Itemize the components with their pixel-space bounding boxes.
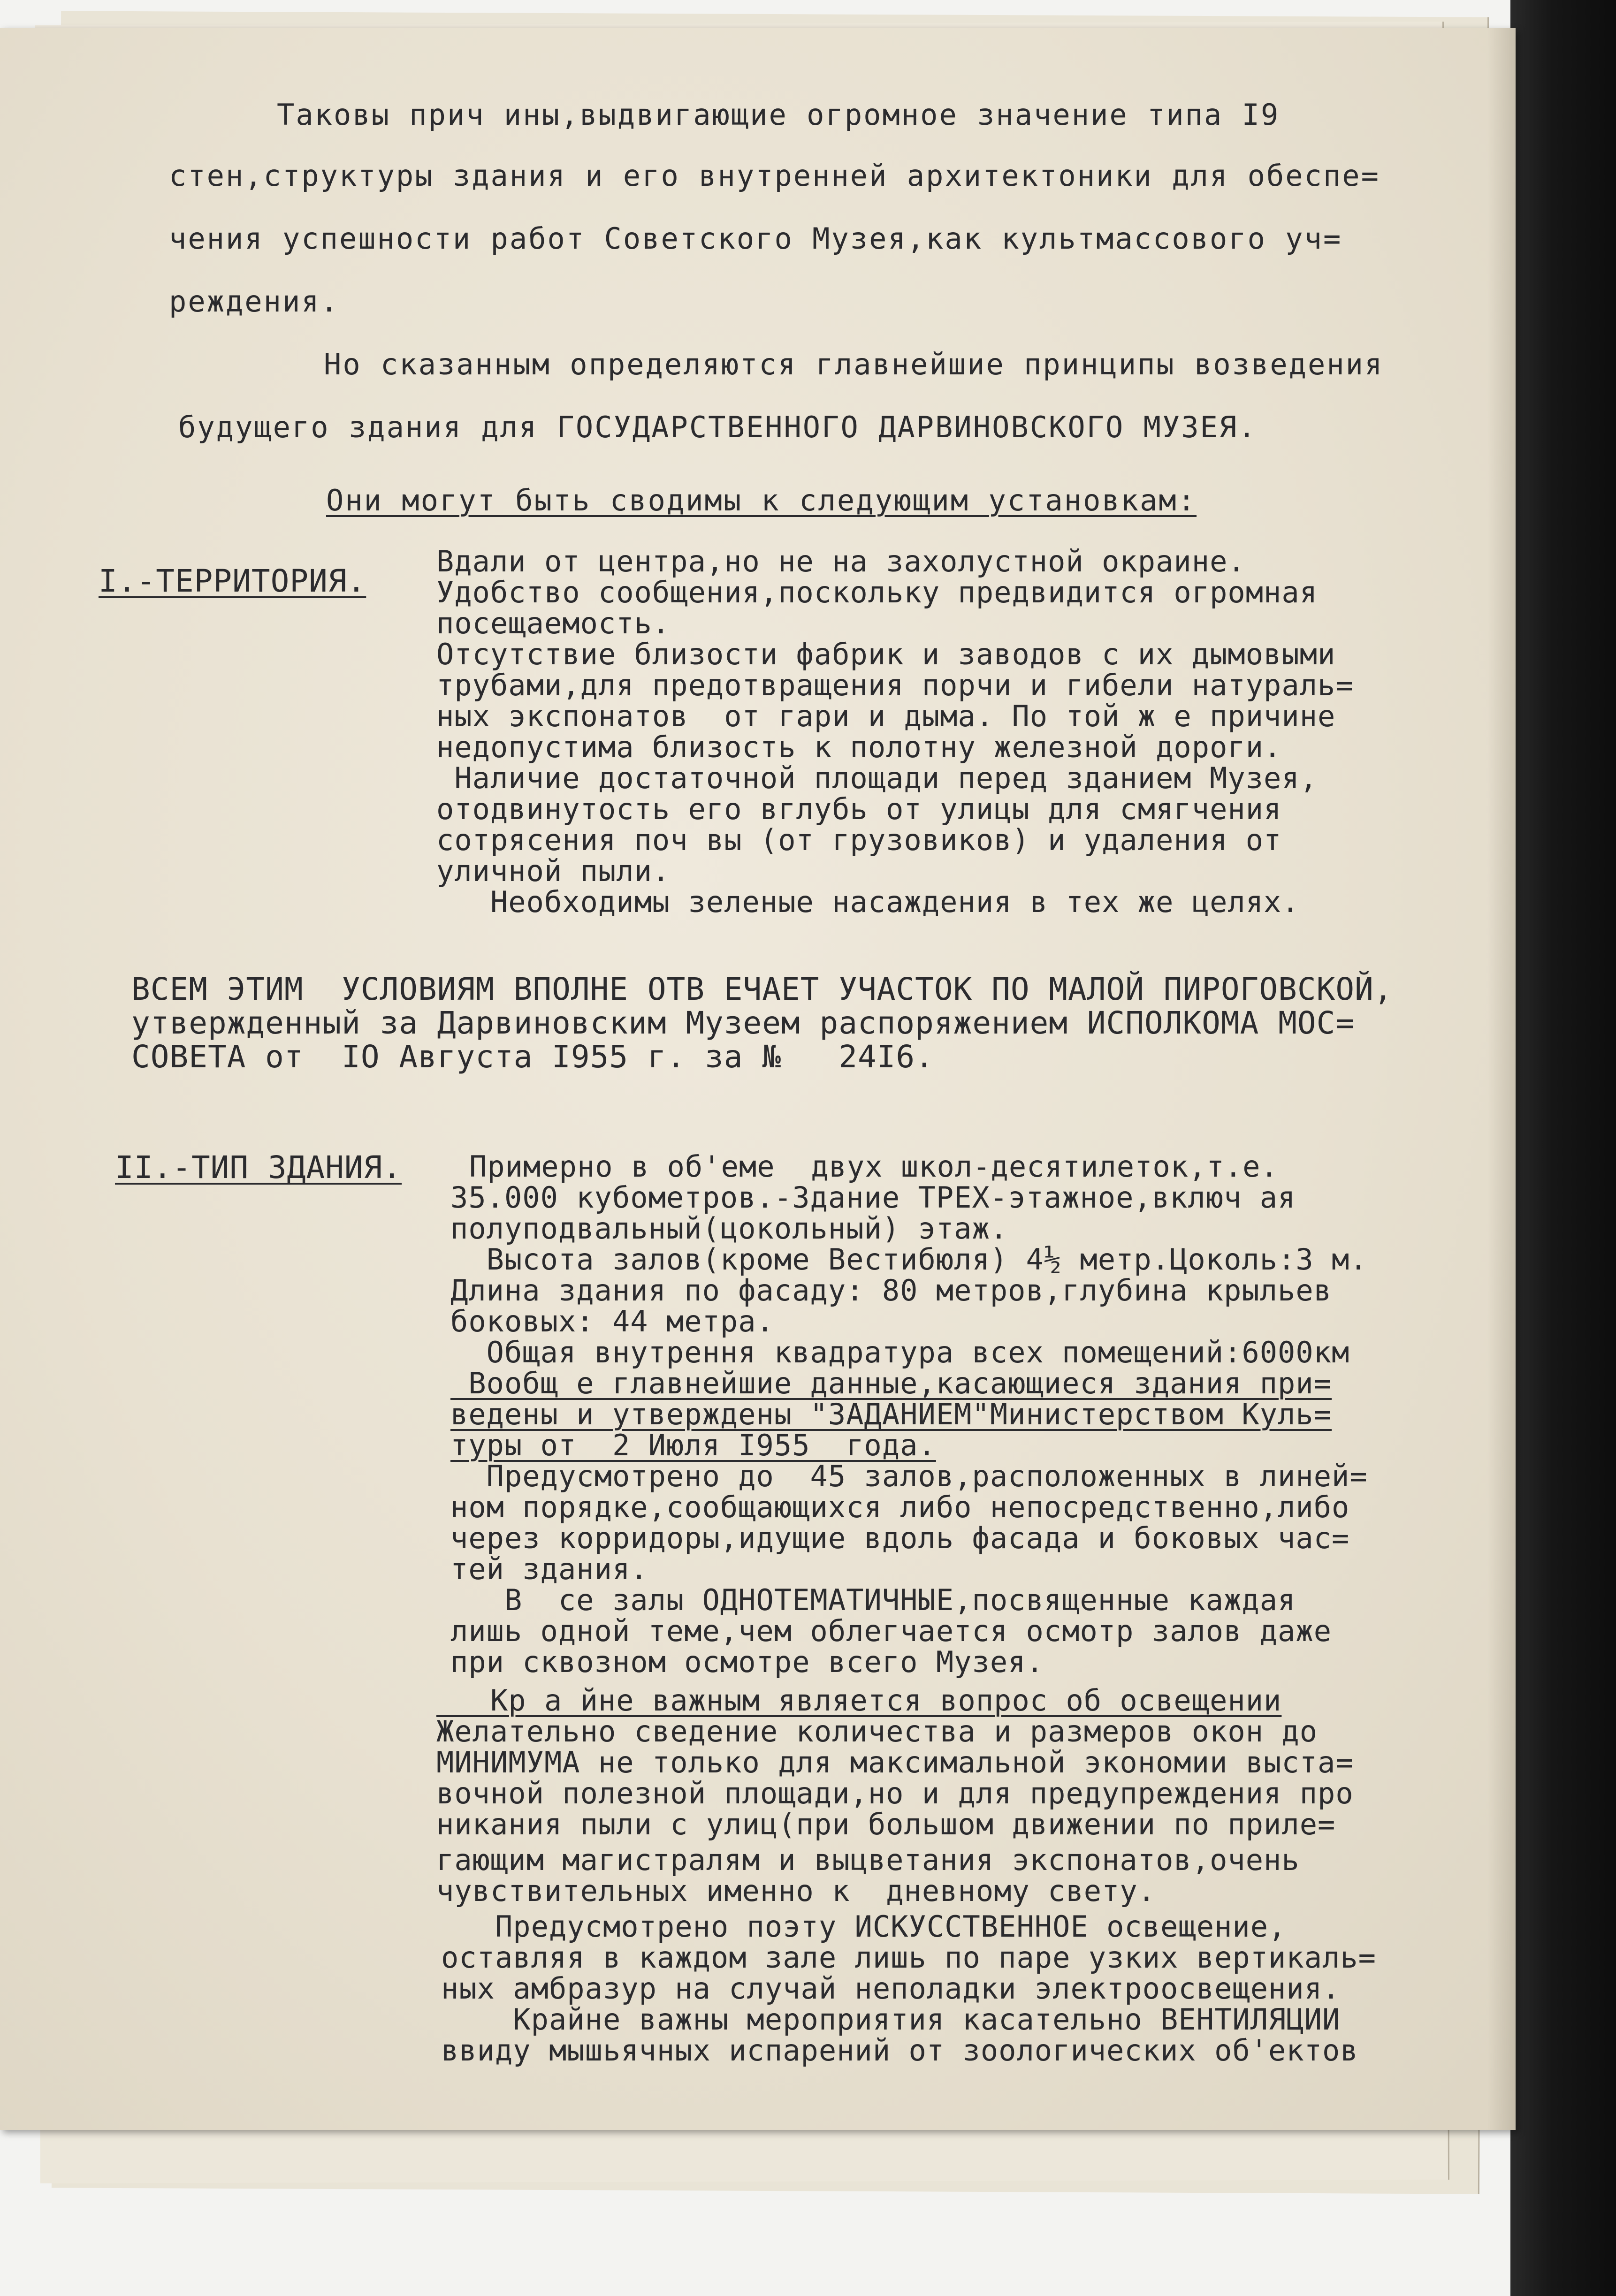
- page-fold-shadow: [1487, 28, 1516, 2130]
- building-line: тей здания.: [450, 1552, 648, 1586]
- intro-line: чения успешности работ Советского Музея,как культмассового уч=: [169, 221, 1342, 256]
- building-line: Общая внутрення квадратура всех помещений:6000км: [450, 1335, 1350, 1369]
- section-label-territory: I.-ТЕРРИТОРИЯ.: [99, 563, 366, 599]
- building-line: Примерно в об'еме двух школ-десятилеток,т.е.: [469, 1149, 1279, 1184]
- territory-line: посещаемость.: [436, 606, 671, 640]
- territory-line: Отсутствие близости фабрик и заводов с их дымовыми: [436, 637, 1336, 671]
- intro-line: стен,структуры здания и его внутренней архитектоники для обеспе=: [169, 159, 1380, 193]
- allotment-line: ВСЕМ ЭТИМ УСЛОВИЯМ ВПОЛНЕ ОТВ ЕЧАЕТ УЧАСТОК ПО МАЛОЙ ПИРОГОВСКОЙ,: [131, 971, 1393, 1007]
- territory-line: Наличие достаточной площади перед зданием Музея,: [436, 761, 1318, 795]
- allotment-line: утвержденный за Дарвиновским Музеем распоряжением ИСПОЛКОМА МОС=: [131, 1005, 1355, 1041]
- building-line: МИНИМУМА не только для максимальной экономии выста=: [436, 1745, 1354, 1779]
- territory-line: Удобство сообщения,поскольку предвидится огромная: [436, 575, 1318, 609]
- building-line: через корридоры,идущие вдоль фасада и боковых час=: [450, 1521, 1350, 1555]
- building-line: вочной полезной площади,но и для предупреждения про: [436, 1776, 1354, 1810]
- building-line: ных амбразур на случай неполадки электроосвещения.: [441, 1971, 1341, 2006]
- territory-line: отодвинутость его вглубь от улицы для смягчения: [436, 792, 1282, 826]
- territory-line: Вдали от центра,но не на захолустной окраине.: [436, 544, 1246, 578]
- building-line: Кр а йне важным является вопрос об освещении: [436, 1683, 1282, 1718]
- building-line: Высота залов(кроме Вестибюля) 4½ метр.Цоколь:3 м.: [450, 1242, 1368, 1277]
- building-line: чувствительных именно к дневному свету.: [436, 1874, 1156, 1908]
- territory-line: трубами,для предотвращения порчи и гибели натураль=: [436, 668, 1354, 702]
- typed-page: [0, 28, 1516, 2130]
- building-line: полуподвальный(цокольный) этаж.: [450, 1211, 1008, 1246]
- building-line: туры от 2 Июля I955 года.: [450, 1428, 936, 1462]
- building-line: Крайне важны мероприятия касательно ВЕНТИЛЯЦИИ: [441, 2002, 1341, 2037]
- building-line: оставляя в каждом зале лишь по паре узких вертикаль=: [441, 1940, 1377, 1975]
- territory-line: Необходимы зеленые насаждения в тех же целях.: [436, 885, 1300, 919]
- building-line: Предусмотрено поэту ИСКУССТВЕННОЕ освещение,: [441, 1909, 1287, 1944]
- building-line: ведены и утверждены "ЗАДАНИЕМ"Министерством Куль=: [450, 1397, 1332, 1431]
- building-line: Вообщ е главнейшие данные,касающиеся здания при=: [450, 1366, 1332, 1400]
- building-line: 35.000 кубометров.-Здание ТРЕХ-этажное,включ ая: [450, 1180, 1296, 1215]
- building-line: ном порядке,сообщающихся либо непосредственно,либо: [450, 1490, 1350, 1524]
- building-line: боковых: 44 метра.: [450, 1304, 774, 1338]
- intro-line: Таковы прич ины,выдвигающие огромное значение типа I9: [277, 98, 1280, 132]
- building-line: никания пыли с улиц(при большом движении по приле=: [436, 1807, 1336, 1841]
- intro-line: реждения.: [169, 284, 339, 319]
- territory-line: уличной пыли.: [436, 854, 671, 888]
- intro-line: Но сказанным определяются главнейшие принципы возведения: [324, 347, 1384, 381]
- lead-heading: Они могут быть сводимы к следующим установкам:: [326, 483, 1197, 517]
- building-line: Желательно сведение количества и размеров окон до: [436, 1714, 1318, 1749]
- building-line: В се залы ОДНОТЕМАТИЧНЫЕ,посвященные каждая: [450, 1583, 1296, 1617]
- building-line: ввиду мышьячных испарений от зоологических об'ектов: [441, 2033, 1358, 2068]
- scan-backdrop: [1510, 0, 1616, 2296]
- building-line: при сквозном осмотре всего Музея.: [450, 1645, 1044, 1679]
- building-line: лишь одной теме,чем облегчается осмотр залов даже: [450, 1614, 1332, 1648]
- building-line: Длина здания по фасаду: 80 метров,глубина крыльев: [450, 1273, 1332, 1308]
- territory-line: недопустима близость к полотну железной дороги.: [436, 730, 1282, 764]
- territory-line: ных экспонатов от гари и дыма. По той ж е причине: [436, 699, 1336, 733]
- building-line: Предусмотрено до 45 залов,расположенных в линей=: [450, 1459, 1368, 1493]
- allotment-line: СОВЕТА от IO Августа I955 г. за № 24I6.: [131, 1039, 934, 1075]
- territory-line: сотрясения поч вы (от грузовиков) и удаления от: [436, 823, 1282, 857]
- building-line: гающим магистралям и выцветания экспонатов,очень: [436, 1843, 1300, 1877]
- section-label-building: II.-ТИП ЗДАНИЯ.: [115, 1149, 402, 1186]
- intro-line: будущего здания для ГОСУДАРСТВЕННОГО ДАРВИНОВСКОГО МУЗЕЯ.: [178, 410, 1257, 444]
